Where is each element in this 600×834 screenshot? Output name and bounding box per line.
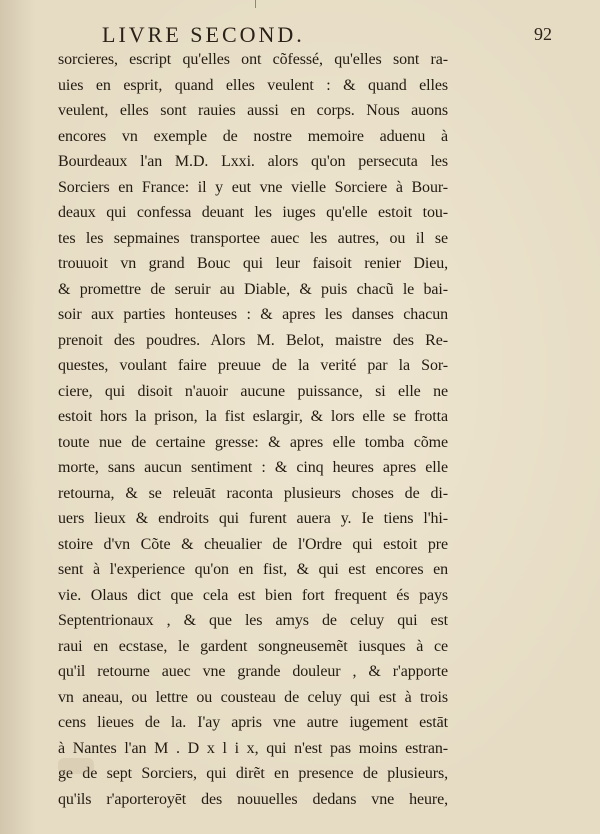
text-line: qu'ils r'aporteroyēt des nouuelles dedans vne heure, [58, 790, 448, 808]
text-line: & promettre de seruir au Diable, & puis chacũ le bai- [58, 280, 448, 298]
text-line: à Nantes l'an M . D x l i x, qui n'est pas moins estran- [58, 739, 448, 757]
text-line: estoit hors la prison, la fist eslargir, & lors elle se frotta [58, 408, 448, 425]
body-text [58, 47, 448, 812]
text-line: cens lieues de la. I'ay apris vne autre iugement estāt [58, 714, 448, 731]
folio-number: 92 [534, 24, 552, 44]
text-line: trouuoit vn grand Bouc qui leur faisoit renier Dieu, [58, 255, 448, 272]
text-line: tes les sepmaines transportee auec les autres, ou il se [58, 229, 448, 247]
text-line: Septentrionaux , & que les amys de celuy qui est [58, 612, 448, 629]
text-line: qu'il retourne auec vne grande douleur , & r'apporte [58, 663, 448, 680]
text-line: morte, sans aucun sentiment : & cinq heures apres elle [58, 459, 448, 476]
text-line: sent à l'experience qu'on en fist, & qui est encores en [58, 561, 448, 578]
text-line: uers lieux & endroits qui furent auera y. Ie tiens l'hi- [58, 510, 448, 527]
text-line: vn aneau, ou lettre ou cousteau de celuy qui est à trois [58, 688, 448, 706]
text-line: retourna, & se releuāt raconta plusieurs choses de di- [58, 484, 448, 502]
running-head: LIVRE SECOND. [102, 22, 305, 47]
text-line: soir aux parties honteuses : & apres les danses chacun [58, 306, 448, 323]
text-line: vie. Olaus dict que cela est bien fort frequent és pays [58, 586, 448, 604]
text-line: questes, voulant faire preuue de la verité par la Sor- [58, 357, 448, 374]
paper-stain [58, 758, 94, 774]
text-line: raui en ecstase, le gardent songneusemẽt iusques à ce [58, 637, 448, 655]
text-line: stoire d'vn Cõte & cheualier de l'Ordre qui estoit pre [58, 535, 448, 553]
text-line: ge de sept Sorciers, qui dirẽt en presence de plusieurs, [58, 765, 448, 782]
text-line: Sorciers en France: il y eut vne vielle Sorciere à Bour- [58, 178, 448, 196]
text-line: uies en esprit, quand elles veulent : & quand elles [58, 76, 448, 94]
text-line: Bourdeaux l'an M.D. Lxxi. alors qu'on persecuta les [58, 153, 448, 170]
text-line: toute nue de certaine gresse: & apres elle tomba cõme [58, 433, 448, 451]
text-line: sorcieres, escript qu'elles ont cõfessé, qu'elles sont ra- [58, 51, 448, 68]
page-edge-mark [255, 0, 256, 8]
text-line: encores vn exemple de nostre memoire aduenu à [58, 127, 448, 145]
text-line: veulent, elles sont rauies aussi en corps. Nous auons [58, 102, 448, 119]
text-line: prenoit des poudres. Alors M. Belot, maistre des Re- [58, 331, 448, 349]
text-line: deaux qui confessa deuant les iuges qu'elle estoit tou- [58, 204, 448, 221]
text-line: ciere, qui disoit n'auoir aucune puissance, si elle ne [58, 382, 448, 400]
